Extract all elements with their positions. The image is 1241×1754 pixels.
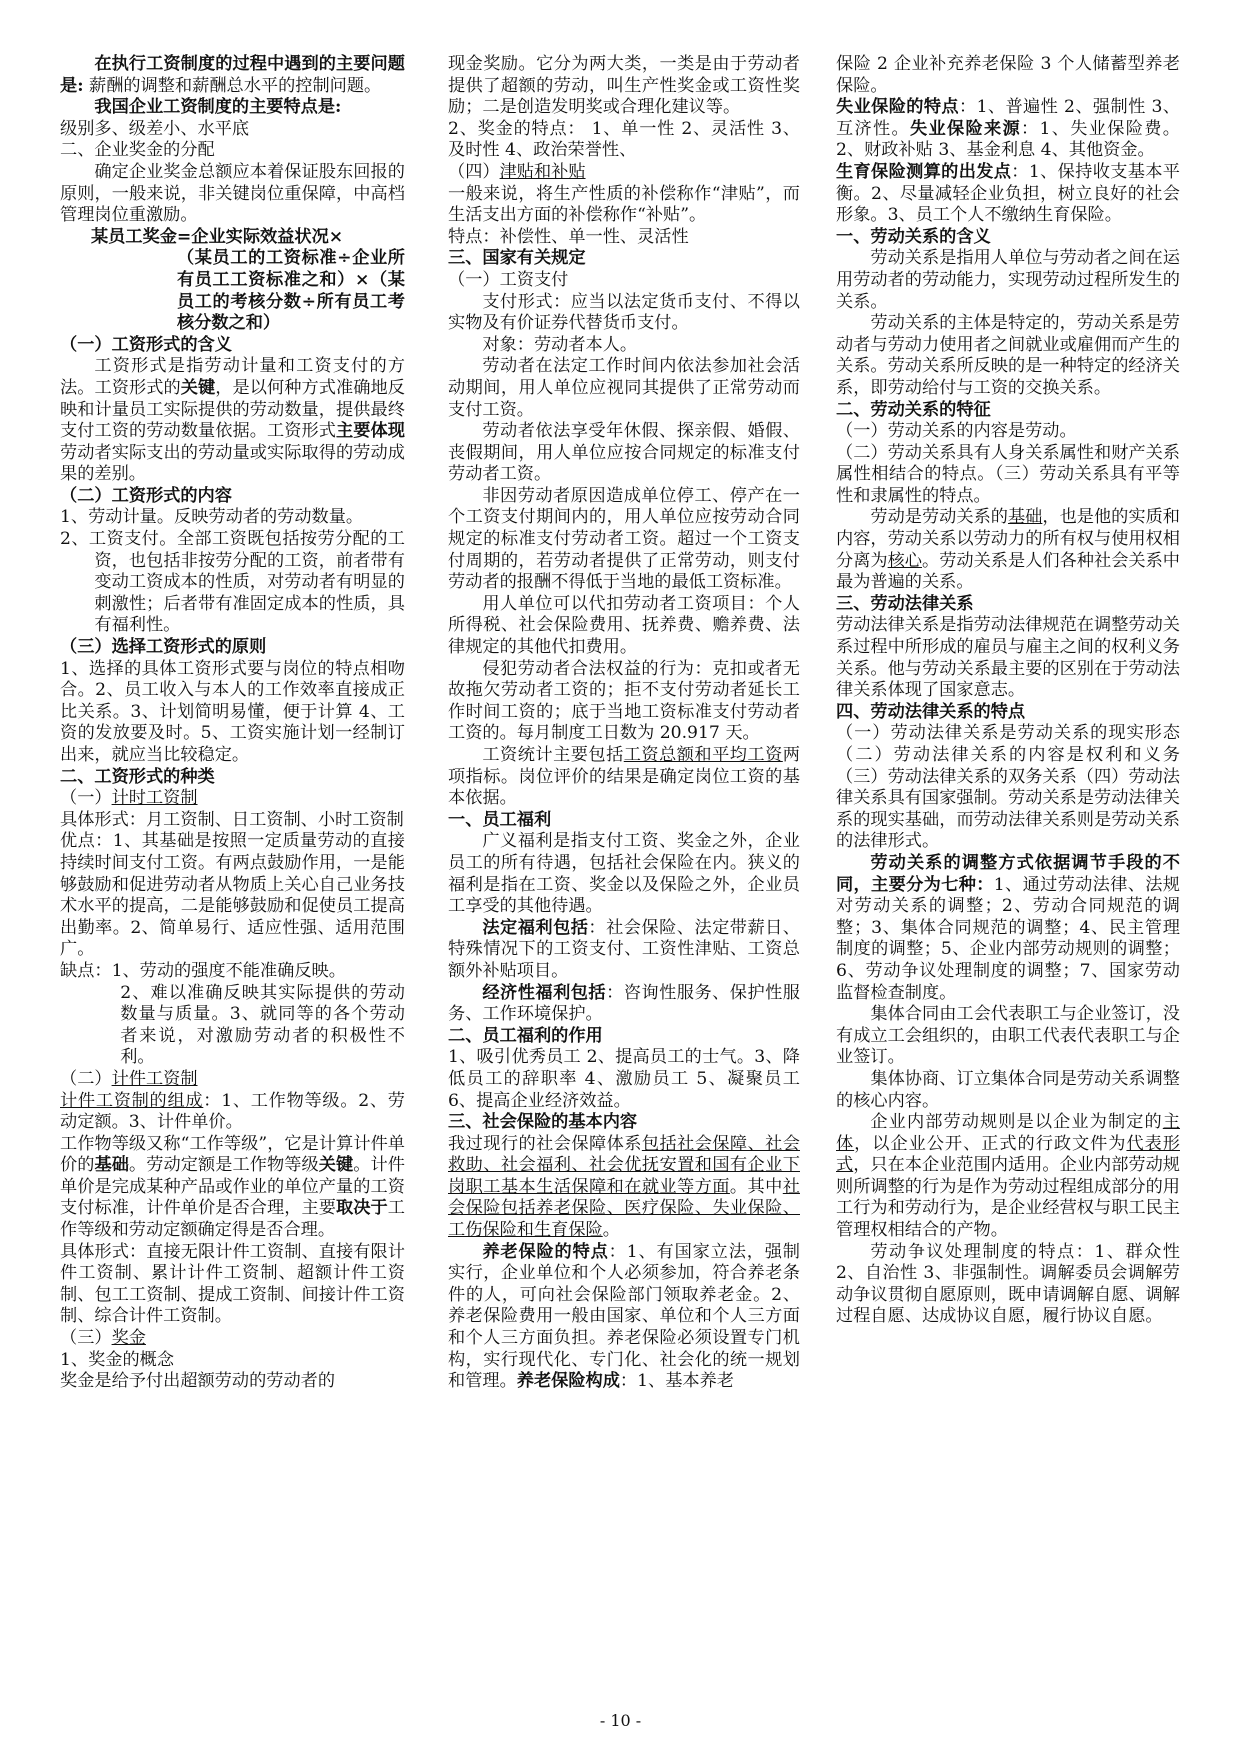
section-heading bbox=[60, 767, 405, 789]
subsection-heading bbox=[60, 486, 405, 508]
underlined: 包括社会保障、社会救助、社会福利、社会优抚安置和国有企业下岗职工基本生活保障和在就业等方面 bbox=[448, 1133, 800, 1197]
text: 1、通过劳动法律、法规对劳动关系的调整；2、劳动合同规范的调整；3、集体合同规范的调整；4、民主管理制度的调整；5、企业内部劳动规则的调整；6、劳动争议处理制度的调整；7、国家劳动监督检查制度。 bbox=[836, 874, 1180, 1003]
paragraph: 侵犯劳动者合法权益的行为：克扣或者无故拖欠劳动者工资的；拒不支付劳动者延长工作时间工资的；底于当地工资标准支付劳动者工资的。每月制度工日数为 20.917 天。 bbox=[448, 658, 800, 744]
text: ：咨询性服务、保护性服务、工作环境保护。 bbox=[448, 982, 800, 1025]
paragraph: 保险 2 企业补充养老保险 3 个人储蓄型养老保险。 bbox=[836, 54, 1180, 96]
emphasis: 四、劳动法律关系的特点 bbox=[836, 701, 1026, 722]
section-heading bbox=[836, 594, 1180, 616]
section-heading bbox=[448, 1112, 800, 1134]
paragraph: 劳动关系是指用人单位与劳动者之间在运用劳动者的劳动能力，实现劳动过程所发生的关系。 bbox=[836, 248, 1180, 312]
paragraph: 一般来说，将生产性质的补偿称作“津贴”，而生活支出方面的补偿称作“补贴”。 bbox=[448, 183, 800, 226]
text: ：1、保持收支基本平衡。2、尽量减轻企业负担，树立良好的社会形象。3、员工个人不缴纳生育保险。 bbox=[836, 161, 1180, 226]
text: ，以企业公开、正式的行政文件为 bbox=[854, 1133, 1127, 1154]
underlined: 社会保险包括养老保险、医疗保险、失业保险、工伤保险和生育保险 bbox=[448, 1176, 800, 1241]
paragraph: 特点：补偿性、单一性、灵活性 bbox=[448, 226, 689, 247]
underlined: 基础 bbox=[1007, 507, 1043, 528]
paragraph bbox=[448, 918, 800, 983]
emphasis: 二、劳动关系的特征 bbox=[836, 399, 991, 420]
emphasis: （三）选择工资形式的原则 bbox=[60, 637, 267, 658]
paragraph: 现金奖励。它分为两大类，一类是由于劳动者提供了超额的劳动，叫生产性奖金或工资性奖励；二是创造发明奖或合理化建议等。 bbox=[448, 54, 800, 118]
emphasis: 基础 bbox=[94, 1155, 129, 1176]
paragraph bbox=[448, 983, 800, 1026]
column-3 bbox=[836, 54, 1180, 1328]
paragraph: 级别多、级差小、水平底 bbox=[60, 118, 250, 139]
paragraph: 劳动者依法享受年休假、探亲假、婚假、丧假期间，用人单位应按合同规定的标准支付劳动者工资。 bbox=[448, 421, 800, 485]
column-2 bbox=[448, 54, 800, 1393]
section-heading bbox=[448, 248, 800, 270]
underlined: 计件工资制的组成 bbox=[60, 1090, 204, 1111]
paragraph: 广义福利是指支付工资、奖金之外，企业员工的所有待遇，包括社会保险在内。狭义的福利是指在工资、奖金以及保险之外，企业员工享受的其他待遇。 bbox=[448, 831, 800, 917]
paragraph: 奖金是给予付出超额劳动的劳动者的 bbox=[60, 1371, 336, 1392]
text: 企业内部劳动规则是以企业为制定的 bbox=[870, 1112, 1163, 1133]
paragraph bbox=[60, 356, 405, 486]
text: ，只在本企业范围内适用。企业内部劳动规则所调整的行为是作为劳动过程组成部分的用工行为和劳动行为，是企业经营权与职工民主管理权相结合的产物。 bbox=[836, 1155, 1180, 1241]
paragraph: （一）劳动关系的内容是劳动。 bbox=[836, 421, 1077, 442]
paragraph: 集体合同由工会代表职工与企业签订，没有成立工会组织的，由职工代表代表职工与企业签订。 bbox=[836, 1004, 1180, 1068]
paragraph: 2、难以准确反映其实际提供的劳动数量与质量。3、就同等的各个劳动者来说，对激励劳动者的积极性不利。 bbox=[120, 982, 405, 1068]
emphasis: 取决于 bbox=[336, 1198, 388, 1219]
subsection-heading bbox=[60, 1069, 405, 1091]
emphasis: （一）工资形式的含义 bbox=[60, 334, 232, 355]
section-heading bbox=[836, 400, 1180, 422]
text: ：1、普遍性 2、强制性 3、互济性。 bbox=[836, 97, 1180, 139]
emphasis: 经济性福利包括 bbox=[482, 982, 607, 1003]
paragraph: 劳动者在法定工作时间内依法参加社会活动期间，用人单位应视同其提供了正常劳动而支付工资。 bbox=[448, 356, 800, 420]
section-heading bbox=[448, 810, 800, 832]
paragraph: 用人单位可以代扣劳动者工资项目：个人所得税、社会保险费用、抚养费、赡养费、法律规定的其他代扣费用。 bbox=[448, 593, 800, 658]
heading bbox=[60, 97, 405, 119]
paragraph bbox=[448, 1242, 800, 1393]
paragraph: 2、奖金的特点： 1、单一性 2、灵活性 3、及时性 4、政治荣誉性、 bbox=[448, 118, 800, 161]
emphasis: 我国企业工资制度的主要特点是: bbox=[94, 97, 342, 118]
emphasis: 劳动关系的调整方式依据调节手段的不同，主要分为七种： bbox=[836, 852, 1180, 895]
text: 我过现行的社会保障体系 bbox=[448, 1133, 642, 1154]
paragraph bbox=[836, 162, 1180, 227]
underlined: 计件工资制 bbox=[111, 1068, 198, 1089]
text: 。其中 bbox=[729, 1176, 783, 1197]
paragraph: 具体形式：直接无限计件工资制、直接有限计件工资制、累计计件工资制、超额计件工资制、包工工资制、提成工资制、间接计件工资制、综合计件工资制。 bbox=[60, 1241, 405, 1327]
paragraph: 非因劳动者原因造成单位停工、停产在一个工资支付期间内的，用人单位应按劳动合同规定的标准支付劳动者工资。超过一个工资支付周期的，若劳动者提供了正常劳动，则支付劳动者的报酬不得低于当地的最低工资标准。 bbox=[448, 485, 800, 593]
section-heading bbox=[836, 227, 1180, 249]
text: 工资统计主要包括 bbox=[482, 745, 624, 765]
paragraph bbox=[448, 745, 800, 810]
paragraph bbox=[448, 1134, 800, 1242]
underlined: 工资总额和平均工资 bbox=[623, 745, 783, 765]
text: （三） bbox=[60, 1328, 112, 1349]
emphasis: 关键 bbox=[180, 377, 216, 398]
list-item: 1、劳动计量。反映劳动者的劳动数量。 bbox=[60, 507, 364, 528]
text: （二） bbox=[60, 1068, 112, 1089]
section-heading bbox=[836, 702, 1180, 724]
paragraph: 确定企业奖金总额应本着保证股东回报的原则，一般来说，非关键岗位重保障，中高档管理岗位重激励。 bbox=[60, 161, 405, 226]
text: 薪酬的调整和薪酬总水平的控制问题。 bbox=[83, 75, 382, 96]
formula-line: 某员工奖金=企业实际效益状况× bbox=[90, 226, 344, 247]
emphasis: 养老保险构成 bbox=[516, 1371, 620, 1392]
subsection-heading bbox=[60, 637, 405, 659]
paragraph: 1、吸引优秀员工 2、提高员工的士气。3、降低员工的辞职率 4、激励员工 5、凝聚员工 6、提高企业经济效益。 bbox=[448, 1047, 800, 1111]
paragraph: （二）劳动关系具有人身关系属性和财产关系属性相结合的特点。（三）劳动关系具有平等性和隶属性的特点。 bbox=[836, 442, 1180, 506]
paragraph: （一）劳动法律关系是劳动关系的现实形态（二）劳动法律关系的内容是权利和义务（三）劳动法律关系的双务关系（四）劳动法律关系具有国家强制。劳动关系是劳动法律关系的现实基础，而劳动法律关系则是劳动关系的法律形式。 bbox=[836, 723, 1180, 852]
paragraph: 劳动争议处理制度的特点：1、群众性 2、自治性 3、非强制性。调解委员会调解劳动争议贯彻自愿原则，既申请调解自愿、调解过程自愿、达成协议自愿，履行协议自愿。 bbox=[836, 1241, 1180, 1327]
text: 两项指标。岗位评价的结果是确定岗位工资的基本依据。 bbox=[448, 745, 800, 809]
paragraph: 1、选择的具体工资形式要与岗位的特点相吻合。2、员工收入与本人的工作效率直接成正比关系。3、计划简明易懂，便于计算 4、工资的发放要及时。5、工资实施计划一经制订出来，就应当比较稳定。 bbox=[60, 658, 405, 765]
emphasis: 失业保险来源 bbox=[910, 118, 1022, 139]
page-number: - 10 - bbox=[599, 1711, 642, 1730]
paragraph: 具体形式：月工资制、日工资制、小时工资制 bbox=[60, 809, 404, 830]
paragraph bbox=[60, 1134, 405, 1242]
text: ：1、工作物等级。2、劳动定额。3、计件单价。 bbox=[60, 1090, 405, 1133]
emphasis: 在执行工资制度的过程中遇到的主要问题是: bbox=[60, 54, 405, 96]
emphasis: 二、员工福利的作用 bbox=[448, 1025, 603, 1046]
underlined: 津贴和补贴 bbox=[499, 161, 586, 182]
subsection-heading: （一）工资支付 bbox=[448, 269, 569, 290]
underlined: 核心 bbox=[887, 550, 923, 571]
text: ，是以何种方式准确地反映和计量员工实际提供的劳动数量，提供最终支付工资的劳动数量依据。工资形式 bbox=[60, 377, 405, 442]
text: ：1、有国家立法，强制实行，企业单位和个人必须参加，符合养老条件的人，可向社会保险部门领取养老金。2、养老保险费用一般由国家、单位和个人三方面和个人三方面负担。养老保险必须设置专门机构，实行现代化、专门化、社会化的统一规划和管理。 bbox=[448, 1241, 800, 1392]
paragraph bbox=[836, 507, 1180, 593]
paragraph bbox=[836, 97, 1180, 162]
text: ：1、基本养老 bbox=[619, 1371, 734, 1392]
text: （四） bbox=[448, 161, 500, 182]
formula-block: （某员工的工资标准÷企业所有员工工资标准之和）×（某员工的考核分数÷所有员工考核分数之和） bbox=[176, 248, 405, 334]
column-1 bbox=[60, 54, 405, 1393]
emphasis: 三、社会保险的基本内容 bbox=[448, 1112, 638, 1133]
emphasis: （二）工资形式的内容 bbox=[60, 485, 232, 506]
emphasis: 法定福利包括 bbox=[482, 917, 589, 938]
text: 工作等级和劳动定额确定得是否合理。 bbox=[60, 1198, 405, 1241]
text: 。劳动关系是人们各种社会关系中最为普遍的关系。 bbox=[836, 550, 1180, 593]
paragraph: 劳动法律关系是指劳动法律规范在调整劳动关系过程中所形成的雇员与雇主之间的权利义务关系。他与劳动关系最主要的区别在于劳动法律关系体现了国家意志。 bbox=[836, 615, 1180, 701]
text: 劳动者实际支出的劳动量或实际取得的劳动成果的差别。 bbox=[60, 442, 405, 485]
underlined: 代表形式 bbox=[836, 1133, 1180, 1176]
emphasis: 三、劳动法律关系 bbox=[836, 593, 974, 614]
emphasis: 养老保险的特点 bbox=[482, 1241, 609, 1262]
text: 劳动是劳动关系的 bbox=[870, 507, 1008, 528]
subsection-heading bbox=[60, 335, 405, 357]
list-item: 2、工资支付。全部工资既包括按劳分配的工资，也包括非按劳分配的工资，前者带有变动工资成本的性质，对劳动者有明显的刺激性；后者带有准固定成本的性质，具有福利性。 bbox=[60, 529, 405, 636]
text: 。计件单价是完成某种产品或作业的单位产量的工资支付标准，计件单价是否合理，主要 bbox=[60, 1155, 405, 1219]
text: 工作物等级又称“工作等级”，它是计算计件单价的 bbox=[60, 1133, 405, 1176]
text: ：社会保险、法定带薪日、特殊情况下的工资支付、工资性津贴、工资总额外补贴项目。 bbox=[448, 917, 800, 981]
text: ，也是他的实质和内容，劳动关系以劳动力的所有权与使用权相分离为 bbox=[836, 507, 1180, 571]
paragraph: 缺点：1、劳动的强度不能准确反映。 bbox=[60, 960, 346, 981]
text: ：1、失业保险费。2、财政补贴 3、基金利息 4、其他资金。 bbox=[836, 118, 1180, 161]
paragraph: 1、奖金的概念 bbox=[60, 1349, 175, 1370]
paragraph: 集体协商、订立集体合同是劳动关系调整的核心内容。 bbox=[836, 1068, 1180, 1111]
underlined: 计时工资制 bbox=[111, 788, 198, 809]
text: 。 bbox=[602, 1220, 620, 1241]
underlined: 奖金 bbox=[111, 1328, 146, 1349]
emphasis: 主要体现 bbox=[336, 421, 405, 442]
paragraph bbox=[60, 54, 405, 97]
text: （一） bbox=[60, 788, 112, 809]
paragraph bbox=[60, 1091, 405, 1134]
emphasis: 失业保险的特点 bbox=[836, 97, 960, 118]
section-heading bbox=[448, 1026, 800, 1048]
subsection-heading bbox=[60, 1328, 405, 1350]
emphasis: 关键 bbox=[318, 1155, 354, 1176]
emphasis: 生育保险测算的出发点 bbox=[836, 161, 1012, 182]
emphasis: 一、员工福利 bbox=[448, 809, 552, 830]
subsection-heading bbox=[448, 162, 800, 184]
subsection-heading bbox=[60, 788, 405, 810]
paragraph bbox=[836, 853, 1180, 1004]
paragraph: 支付形式：应当以法定货币支付、不得以实物及有价证券代替货币支付。 bbox=[448, 291, 800, 334]
underlined: 主体 bbox=[836, 1112, 1180, 1154]
emphasis: 二、工资形式的种类 bbox=[60, 766, 215, 787]
emphasis: 一、劳动关系的含义 bbox=[836, 226, 991, 247]
emphasis: 三、国家有关规定 bbox=[448, 248, 586, 269]
text: 工资形式是指劳动计量和工资支付的方法。工资形式的 bbox=[60, 356, 405, 398]
paragraph: 对象：劳动者本人。 bbox=[482, 334, 638, 355]
paragraph bbox=[836, 1112, 1180, 1242]
text: 。劳动定额是工作物等级 bbox=[129, 1155, 319, 1176]
paragraph: 劳动关系的主体是特定的，劳动关系是劳动者与劳动力使用者之间就业或雇佣而产生的关系。劳动关系所反映的是一种特定的经济关系，即劳动给付与工资的交换关系。 bbox=[836, 313, 1180, 398]
section-heading: 二、企业奖金的分配 bbox=[60, 140, 215, 161]
paragraph: 优点：1、其基础是按照一定质量劳动的直接持续时间支付工资。有两点鼓励作用，一是能够鼓励和促进劳动者从物质上关心自己业务技术水平的提高，二是能够鼓励和促使员工提高出勤率。2、简单易行、适应性强、适用范围广。 bbox=[60, 831, 405, 960]
